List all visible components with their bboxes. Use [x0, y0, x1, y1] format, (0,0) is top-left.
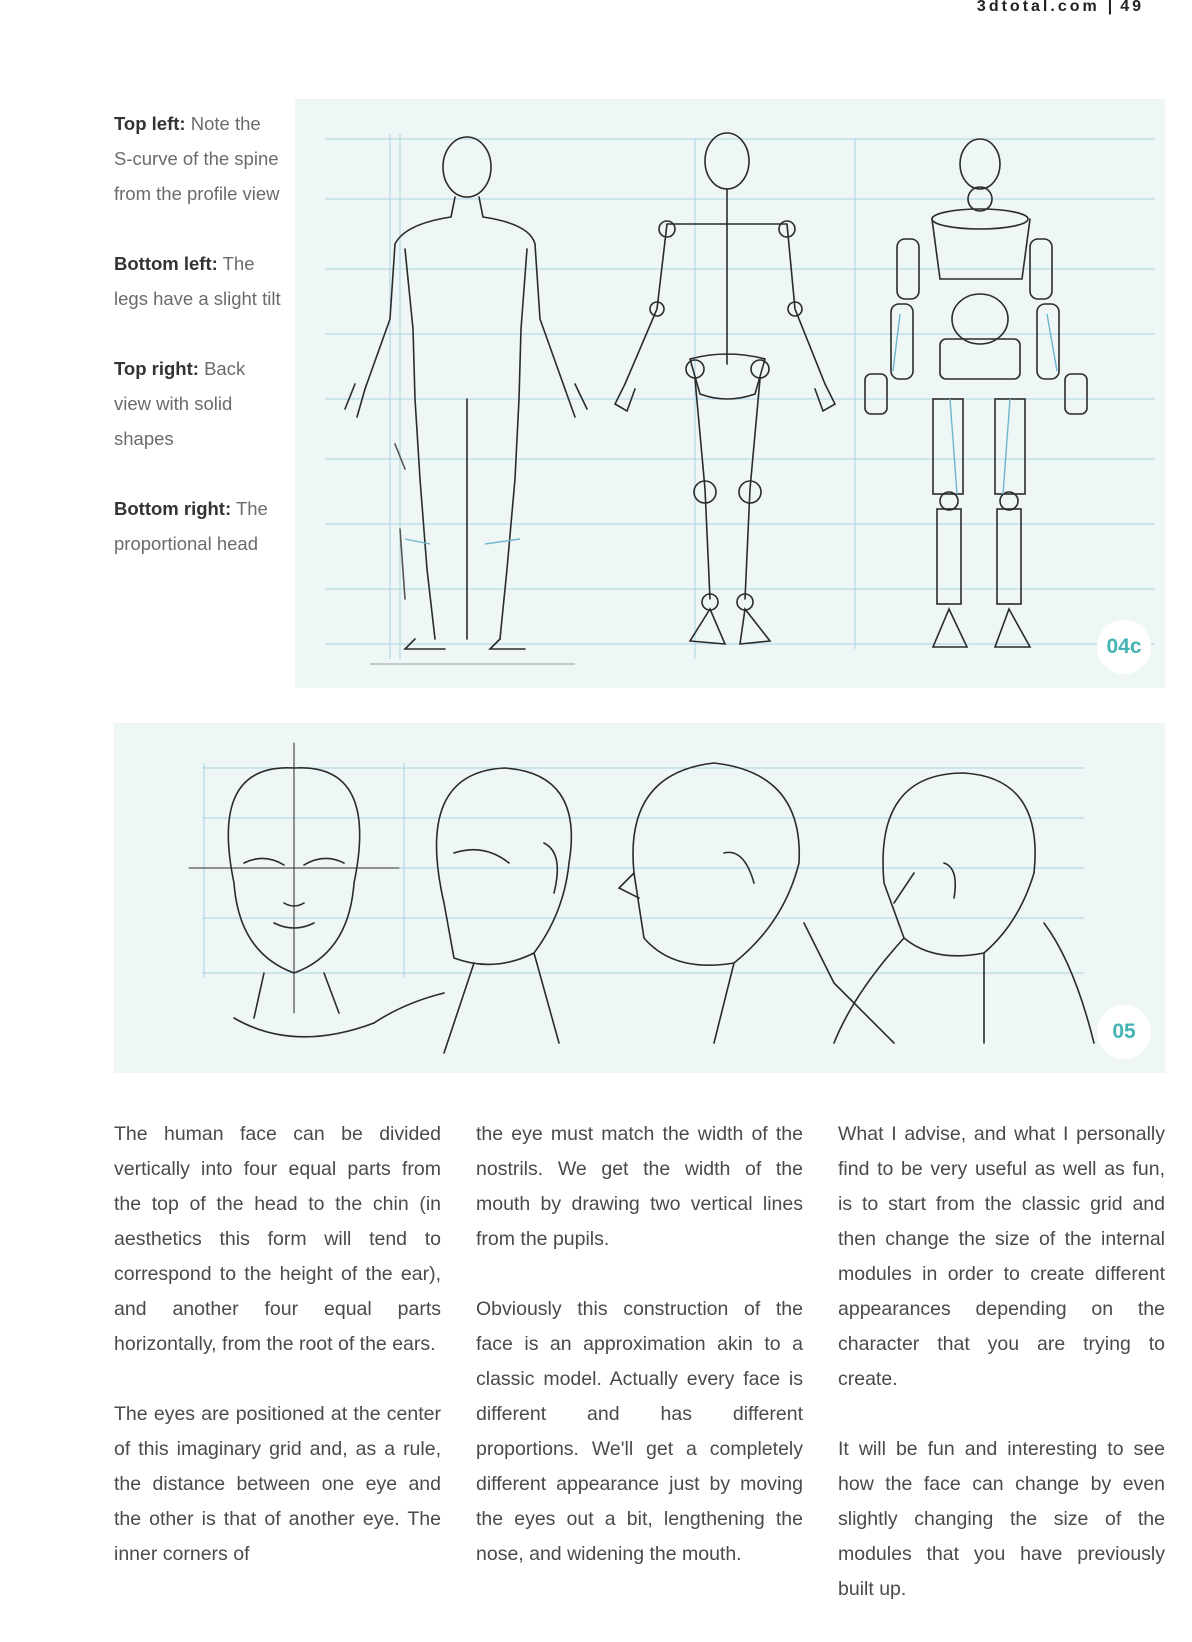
figure-badge-04c: 04c — [1097, 620, 1151, 674]
caption-bottom-right: Bottom right: The proportional head — [114, 498, 268, 554]
caption-top-left: Top left: Note the S-curve of the spine from the profile view — [114, 113, 280, 204]
figure-captions — [114, 106, 284, 596]
paragraph: Obviously this construction of the face is an approximation akin to a classic model. Actually every face is different and has different proportions. We'll get a completely different appearance just by moving the eyes out a bit, lengthening the nose, and widening the mouth. — [476, 1298, 803, 1565]
figure-badge-05: 05 — [1097, 1005, 1151, 1059]
paragraph: It will be fun and interesting to see how the face can change by even slightly changing the size of the modules that you have previously built up. — [838, 1438, 1165, 1600]
paragraph: The human face can be divided vertically into four equal parts from the top of the head to the chin (in aesthetics this form will tend to correspond to the height of the ear), and another four equal parts horizontally, from the root of the ears. — [114, 1123, 441, 1355]
text-column-1 — [114, 1117, 441, 1642]
page-header — [977, 0, 1144, 16]
header-separator: | — [1107, 0, 1113, 15]
page-number: 49 — [1120, 0, 1144, 15]
paragraph: The eyes are positioned at the center of this imaginary grid and, as a rule, the distance between one eye and the other is that of another eye. The inner corners of — [114, 1403, 441, 1565]
paragraph: What I advise, and what I personally find to be very useful as well as fun, is to start from the classic grid and then change the size of the internal modules in order to create different appearances depending on the character that you are trying to create. — [838, 1123, 1165, 1390]
head-proportion-figure — [114, 723, 1165, 1073]
text-column-3 — [838, 1117, 1165, 1642]
site-name: 3dtotal.com — [976, 0, 1100, 15]
caption-top-right: Top right: Back view with solid shapes — [114, 358, 246, 449]
body-proportion-figure — [295, 99, 1165, 688]
caption-bottom-left: Bottom left: The legs have a slight tilt — [114, 253, 281, 309]
body-sketch-illustration — [295, 99, 1165, 688]
article-body — [114, 1117, 1165, 1642]
paragraph: the eye must match the width of the nostrils. We get the width of the mouth by drawing two vertical lines from the pupils. — [476, 1123, 803, 1250]
head-sketch-illustration — [114, 723, 1165, 1073]
text-column-2 — [476, 1117, 803, 1642]
